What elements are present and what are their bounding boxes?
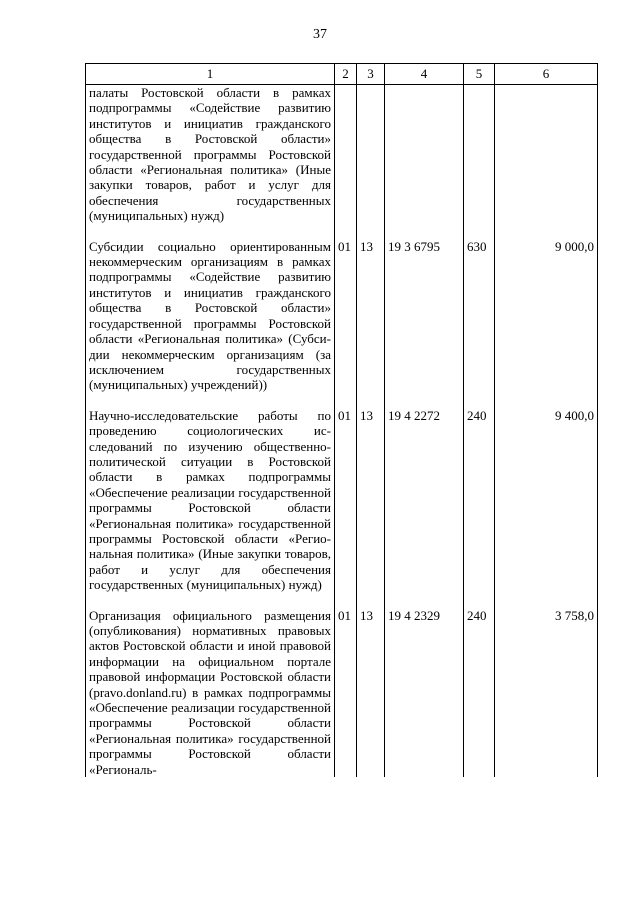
page-number: 37 [313,27,327,42]
row-target-code [385,85,464,235]
row-expense-type: 240 [464,404,495,604]
row-subsection: 13 [357,404,385,604]
row-section: 01 [335,404,357,604]
row-description: Организация официального размещения (опубликования) нормативных правовых актов Ростовской области и иной правовой информации на официальном портале правовой информации Ростовской области (pravo.donland.ru) в рамках подпрограммы «Обеспечение реализации государственной программы Ростовской области «Региональная политика» государственной программы Ростовской области «Региональ- [86,604,335,777]
table-row [86,604,598,777]
row-subsection: 13 [357,604,385,777]
column-header: 5 [464,64,495,85]
row-target-code: 19 4 2272 [385,404,464,604]
row-description: палаты Ростовской области в рамках подпрограммы «Содействие развитию институтов и инициатив гражданского общества в Ростовской области» государственной программы Ростовской области «Региональная политика» (Иные закупки товаров, работ и услуг для обеспечения государственных (муниципальных) нужд) [86,85,335,235]
column-header: 3 [357,64,385,85]
row-target-code: 19 4 2329 [385,604,464,777]
row-description: Субсидии социально ориентированным некоммерческим организациям в рамках подпрограммы «Содействие развитию институтов и инициатив гражданского общества в Ростовской области» государственной программы Ростовской области «Региональная политика» (Субсидии некоммерческим организациям (за исключением государственных (муниципальных) учреждений)) [86,235,335,404]
row-amount: 9 000,0 [495,235,598,404]
column-header: 2 [335,64,357,85]
column-header: 1 [86,64,335,85]
row-subsection: 13 [357,235,385,404]
column-header: 4 [385,64,464,85]
row-section: 01 [335,604,357,777]
row-description: Научно-исследовательские работы по проведению социологических исследований по изучению общественно-политической ситуации в Ростовской области в рамках подпрограммы «Обеспечение реализации государственной программы Ростовской области «Региональная политика» государственной программы Ростовской области «Региональная политика» (Иные закупки товаров, работ и услуг для обеспечения государственных (муниципальных) нужд) [86,404,335,604]
table-row [86,85,598,235]
row-expense-type: 630 [464,235,495,404]
row-section: 01 [335,235,357,404]
row-amount: 9 400,0 [495,404,598,604]
row-amount [495,85,598,235]
row-target-code: 19 3 6795 [385,235,464,404]
row-expense-type: 240 [464,604,495,777]
row-amount: 3 758,0 [495,604,598,777]
table-row [86,404,598,604]
table-row [86,235,598,404]
row-expense-type [464,85,495,235]
row-section [335,85,357,235]
column-header: 6 [495,64,598,85]
row-subsection [357,85,385,235]
table-header-row [86,64,598,85]
budget-table [85,63,598,777]
